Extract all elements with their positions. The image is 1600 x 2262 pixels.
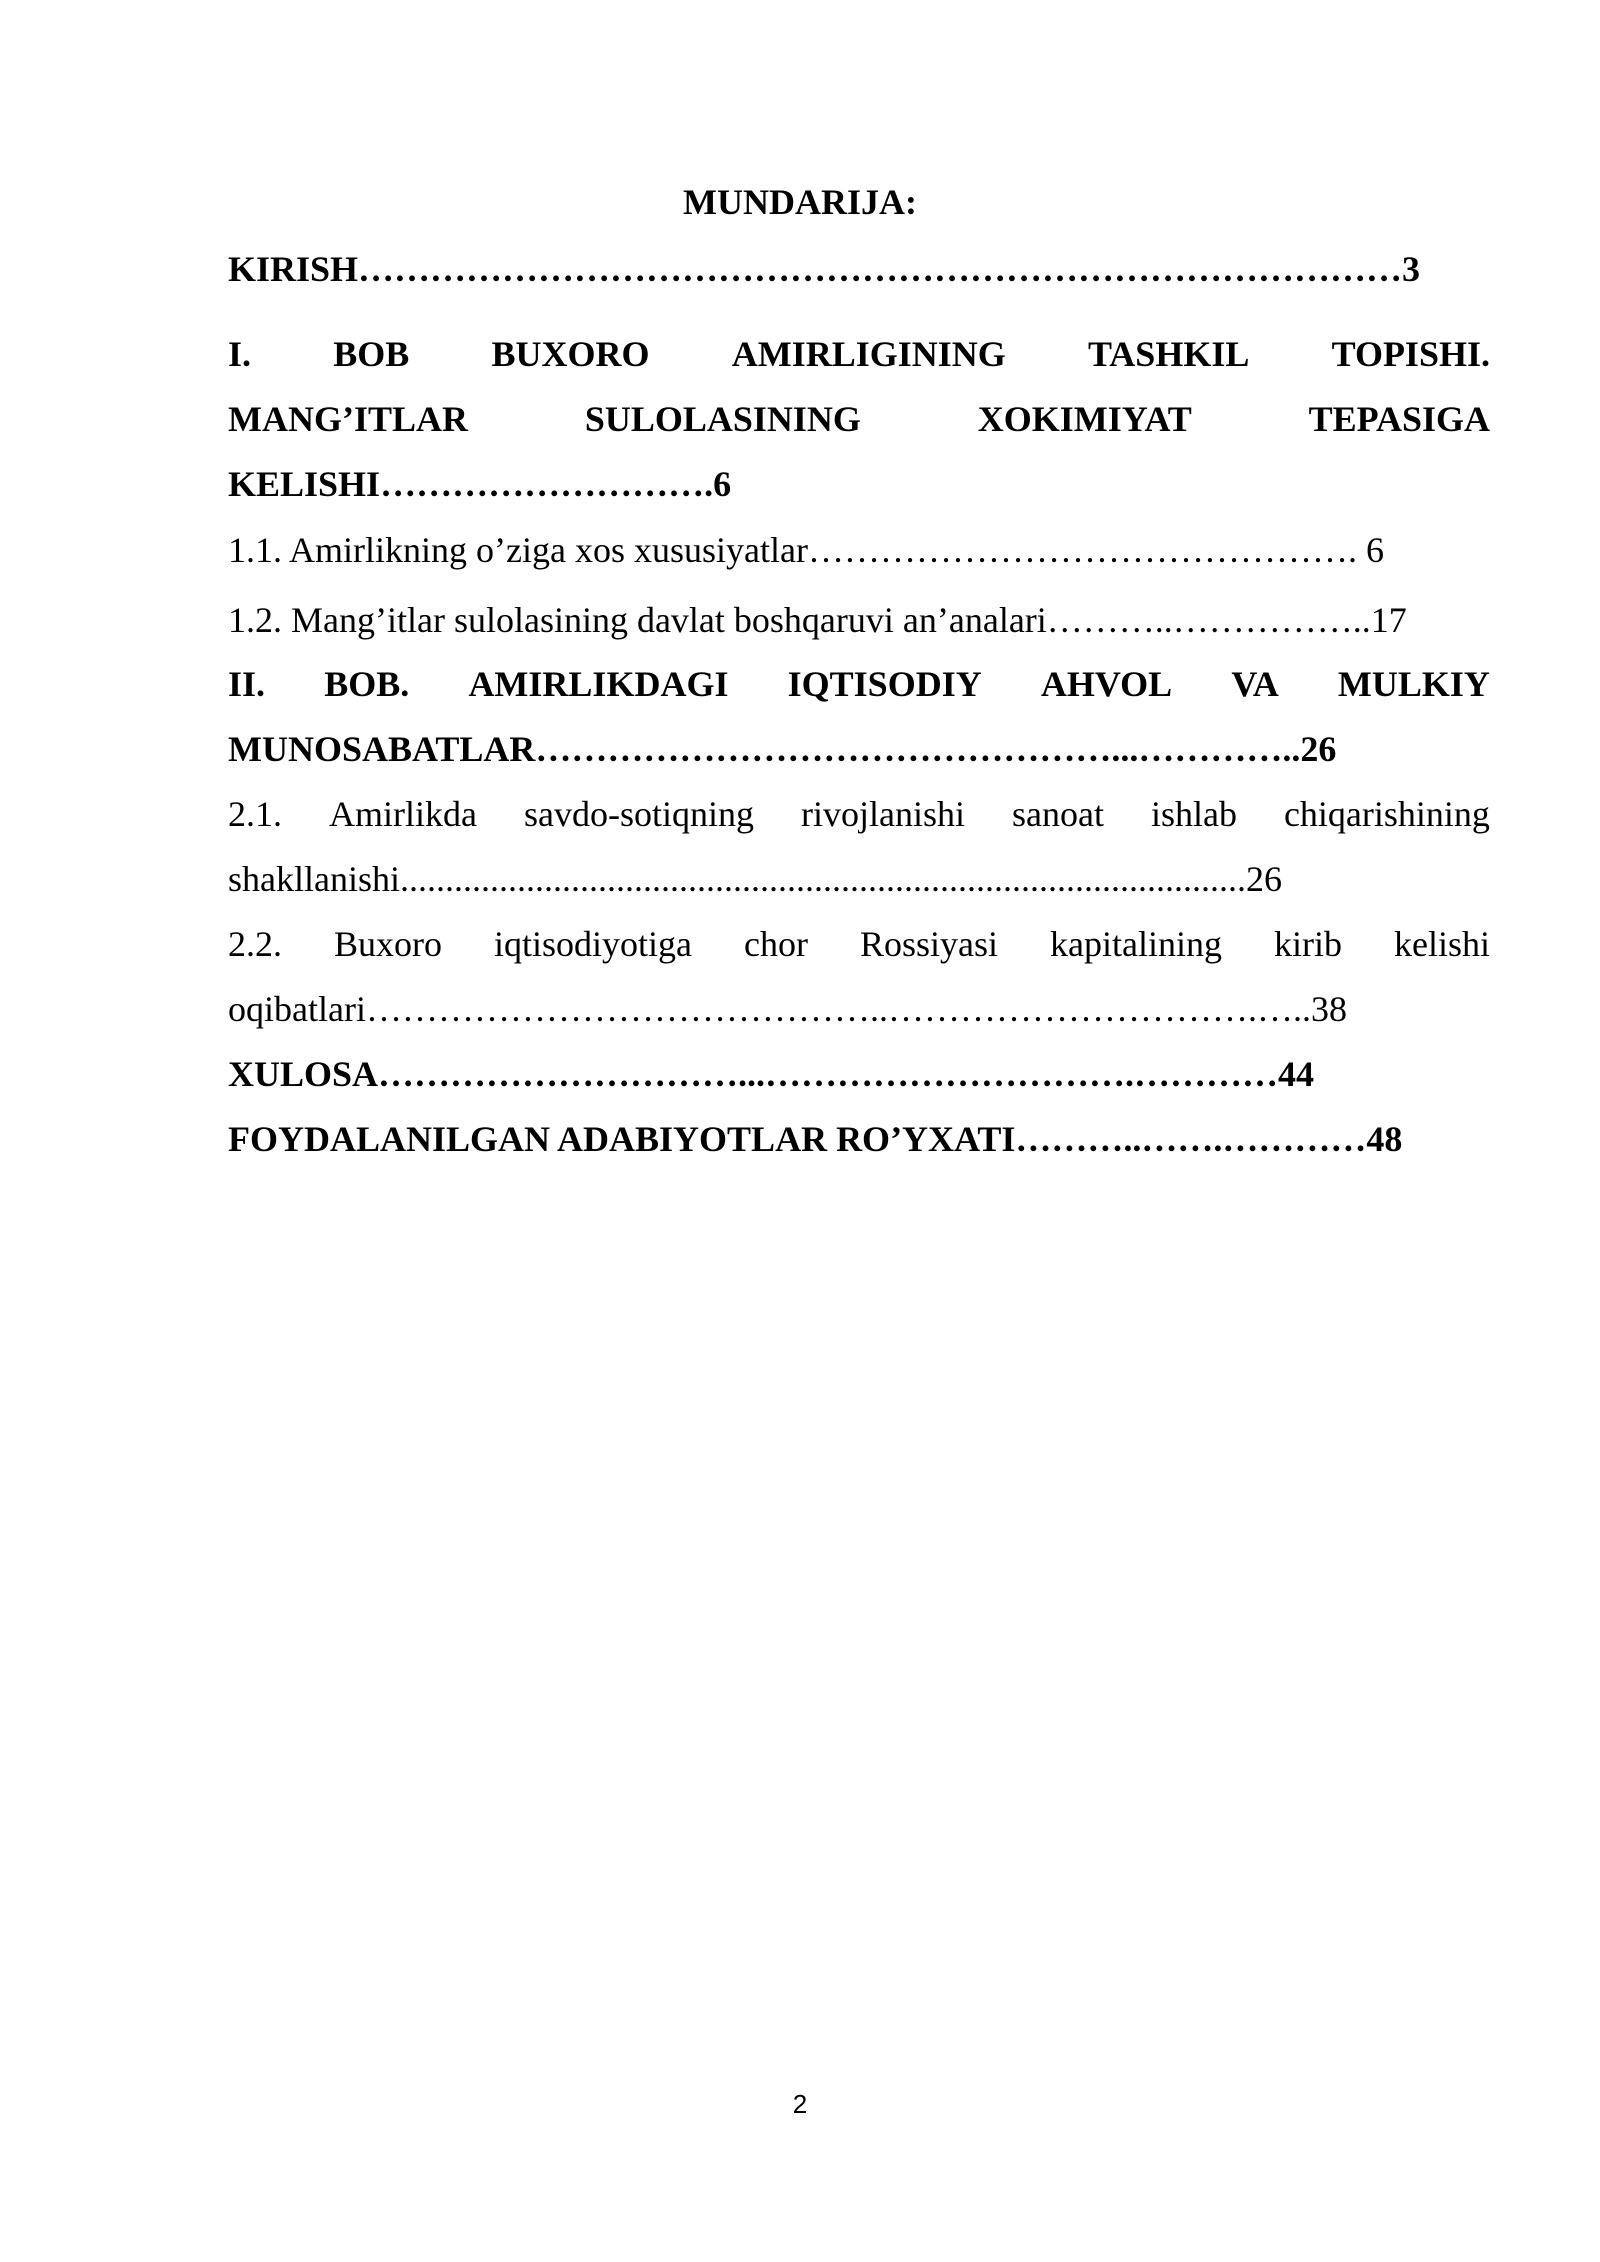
word: Amirlikda bbox=[329, 794, 477, 834]
word: chiqarishining bbox=[1283, 794, 1490, 834]
word: sanoat bbox=[1011, 794, 1104, 834]
toc-entry-2-1-line2: shakllanishi..............................................................................................26 bbox=[228, 859, 1282, 899]
word: AHVOL bbox=[1040, 664, 1173, 704]
toc-entry-1-1: 1.1. Amirlikning o’ziga xos xususiyatlar………………………………………. 6 bbox=[228, 530, 1384, 570]
toc-entry-bob1-line1 bbox=[228, 330, 1490, 378]
toc-entry-bob1-line3: KELISHI……………………….6 bbox=[228, 464, 732, 504]
toc-entry-adabiyotlar: FOYDALANILGAN ADABIYOTLAR RO’YXATI………..…….…………48 bbox=[228, 1119, 1403, 1159]
word: Rossiyasi bbox=[859, 924, 998, 964]
word: ishlab bbox=[1150, 794, 1237, 834]
word: kapitalining bbox=[1050, 924, 1222, 964]
word: 2.1. bbox=[228, 794, 282, 834]
word: SULOLASINING bbox=[584, 399, 861, 439]
word: I. bbox=[228, 334, 252, 374]
toc-entry-2-2-line1 bbox=[228, 920, 1490, 968]
page-title: MUNDARIJA: bbox=[683, 182, 917, 222]
word: AMIRLIGINING bbox=[731, 334, 1006, 374]
toc-entry-kirish: KIRISH……………………………………………………………………………3 bbox=[228, 249, 1421, 289]
word: savdo-sotiqning bbox=[523, 794, 754, 834]
page-number: 2 bbox=[792, 2089, 808, 2119]
toc-entry-xulosa: XULOSA…………………………...………………………….…………44 bbox=[228, 1054, 1315, 1094]
word: kirib bbox=[1273, 924, 1342, 964]
word: BUXORO bbox=[491, 334, 650, 374]
word: rivojlanishi bbox=[800, 794, 965, 834]
toc-entry-bob2-line1 bbox=[228, 660, 1490, 708]
word: BOB bbox=[333, 334, 410, 374]
word: 2.2. bbox=[228, 924, 282, 964]
word: MULKIY bbox=[1337, 664, 1490, 704]
word: iqtisodiyotiga bbox=[494, 924, 692, 964]
toc-entry-1-2: 1.2. Mang’itlar sulolasining davlat boshqaruvi an’analari………..……………..17 bbox=[228, 600, 1407, 640]
word: TOPISHI. bbox=[1331, 334, 1490, 374]
word: AMIRLIKDAGI bbox=[468, 664, 729, 704]
word: Buxoro bbox=[334, 924, 442, 964]
toc-entry-bob2-line2: MUNOSABATLAR…………………………………………...…………..26 bbox=[228, 729, 1337, 769]
word: kelishi bbox=[1393, 924, 1490, 964]
word: XOKIMIYAT bbox=[977, 399, 1192, 439]
word: chor bbox=[744, 924, 808, 964]
toc-entry-2-2-line2: oqibatlari……………………………………..………………………….…..38 bbox=[228, 989, 1347, 1029]
word: TASHKIL bbox=[1087, 334, 1250, 374]
word: II. bbox=[228, 664, 266, 704]
toc-entry-2-1-line1 bbox=[228, 790, 1490, 838]
word: MANG’ITLAR bbox=[228, 399, 468, 439]
word: IQTISODIY bbox=[787, 664, 982, 704]
word: BOB. bbox=[324, 664, 410, 704]
toc-entry-bob1-line2 bbox=[228, 395, 1490, 443]
word: TEPASIGA bbox=[1308, 399, 1490, 439]
word: VA bbox=[1231, 664, 1279, 704]
